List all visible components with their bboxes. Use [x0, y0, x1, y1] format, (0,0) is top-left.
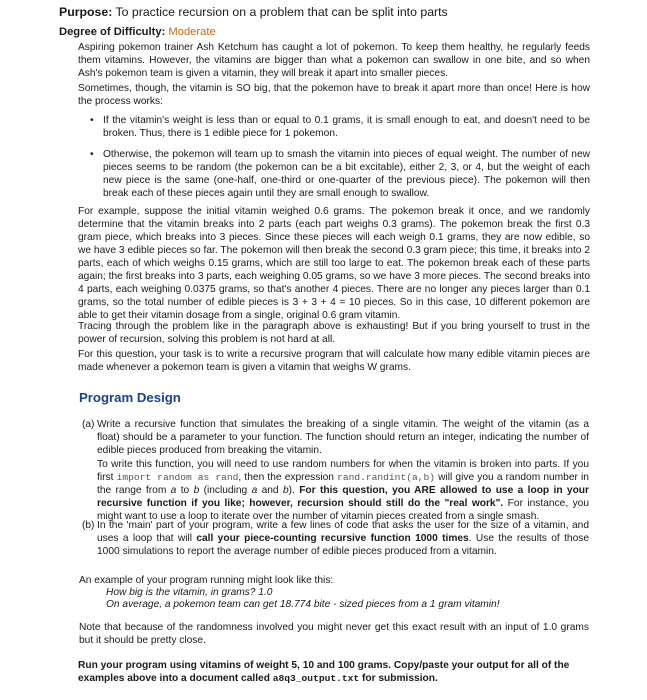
loop-allowed-note: For this question, you ARE allowed to use a loop in your recursive function if you like; however, recursion should still do the "real work". — [97, 485, 589, 509]
example-output-line-1: How big is the vitamin, in grams? 1.0 — [106, 587, 273, 598]
intro-paragraph-1: Aspiring pokemon trainer Ash Ketchum has caught a lot of pokemon. To keep them healthy, he regularly feeds them vitamins. However, the vitamins are bigger than what a pokemon can swallow in one bite, and so when Ash's pokemon team is given a vitamin, they will break it apart into smaller pieces. — [78, 42, 590, 79]
purpose-text: To practice recursion on a problem that can be split into parts — [115, 5, 448, 19]
import-code: import random as rand — [116, 472, 239, 483]
item-a-label: (a) — [82, 419, 95, 430]
difficulty-value: Moderate — [168, 26, 216, 38]
item-a-paragraph-1: Write a recursive function that simulates the breaking of a single vitamin. The weight of the vitamin (as a float) should be a parameter to your function. The function should return an integer, indicating the number of edible pieces produced from breaking the vitamin. — [97, 419, 589, 456]
difficulty-label: Degree of Difficulty: — [59, 26, 166, 38]
bullet-dot-icon: • — [90, 149, 94, 160]
bullet-dot-icon: • — [90, 115, 94, 126]
item-a-paragraph-2: To write this function, you will need to use random numbers for when the vitamin is broken into parts. If you first import random as rand, then the expression rand.randint(a,b) will give you a random number in the range from a to b (including a and b). For this question, you ARE allowed to use a loop in your recursive function if you like; however, recursion should still do the "real work". For instance, you might want to use a loop to iterate over the number of vitamin pieces created from a single smash. — [97, 459, 589, 522]
example-output-line-2: On average, a pokemon team can get 18.774 bite - sized pieces from a 1 gram vitamin! — [106, 599, 500, 610]
call-1000-times: call your piece-counting recursive function 1000 times — [196, 533, 469, 544]
recursion-trust-paragraph: Tracing through the problem like in the paragraph above is exhausting! But if you bring yourself to trust in the power of recursion, solving this problem is not hard at all. — [78, 321, 590, 345]
difficulty-line — [59, 25, 216, 39]
example-paragraph: For example, suppose the initial vitamin weighed 0.6 grams. The pokemon break it once, and we randomly determine that the vitamin breaks into 2 parts (each part weighs 0.3 grams). The pokemon break the first 0.3 gram piece, which breaks into 3 pieces. Since these pieces will each weigh 0.1 grams, they are now edible, so we have 3 edible pieces so far. The pokemon will then break the second 0.3 gram piece; this time, it breaks into 2 parts, each of which weighs 0.15 grams, which are still too large to eat. The pokemon break each of these parts again; the first breaks into 3 parts, each weighing 0.05 grams, so we have 3 more pieces. The second breaks into 4 parts, each weighing 0.0375 grams, so that's another 4 pieces. There are no longer any pieces larger than 0.1 grams, so the total number of edible pieces is 3 + 3 + 4 = 10 pieces. So in this case, 10 different pokemon are able to get their vitamin dosage from a single, original 0.6 gram vitamin. — [78, 206, 590, 321]
item-b-label: (b) — [82, 520, 95, 531]
program-design-heading: Program Design — [79, 390, 181, 405]
purpose-line — [59, 5, 448, 20]
item-b-paragraph: In the 'main' part of your program, write a few lines of code that asks the user for the size of a vitamin, and uses a loop that will call your piece-counting recursive function 1000 times. Use the results of those 1000 simulations to report the average number of edible pieces produced from a vitamin. — [97, 520, 589, 557]
example-intro: An example of your program running might look like this: — [79, 575, 334, 586]
rule-bullet-2: Otherwise, the pokemon will team up to smash the vitamin into pieces of equal weight. The number of new pieces seems to be random (the pokemon can be a bit excitable), either 2, 3, or 4, but the weight of each new piece is the same (one-half, one-third or one-quarter of the previous piece). The pokemon will then break each of these pieces again until they are small enough to swallow. — [103, 149, 590, 199]
randomness-note: Note that because of the randomness involved you might never get this exact result with an input of 1.0 grams but it should be pretty close. — [79, 622, 589, 646]
task-paragraph: For this question, your task is to write a recursive program that will calculate how many edible vitamin pieces are made whenever a pokemon team is given a vitamin that weighs W grams. — [78, 349, 590, 373]
intro-paragraph-2: Sometimes, though, the vitamin is SO big, that the pokemon have to break it apart more than once! Here is how the process works: — [78, 83, 590, 107]
randint-code: rand.randint(a,b) — [337, 472, 435, 483]
rule-bullet-1: If the vitamin's weight is less than or equal to 0.1 grams, it is small enough to eat, and doesn't need to be broken. Thus, there is 1 edible piece for 1 pokemon. — [103, 115, 590, 139]
submission-instructions: Run your program using vitamins of weight 5, 10 and 100 grams. Copy/paste your output for all of the examples above into a document called a8q3_output.txt for submission. — [78, 660, 570, 684]
output-filename: a8q3_output.txt — [272, 673, 360, 684]
purpose-label: Purpose: — [59, 5, 113, 19]
